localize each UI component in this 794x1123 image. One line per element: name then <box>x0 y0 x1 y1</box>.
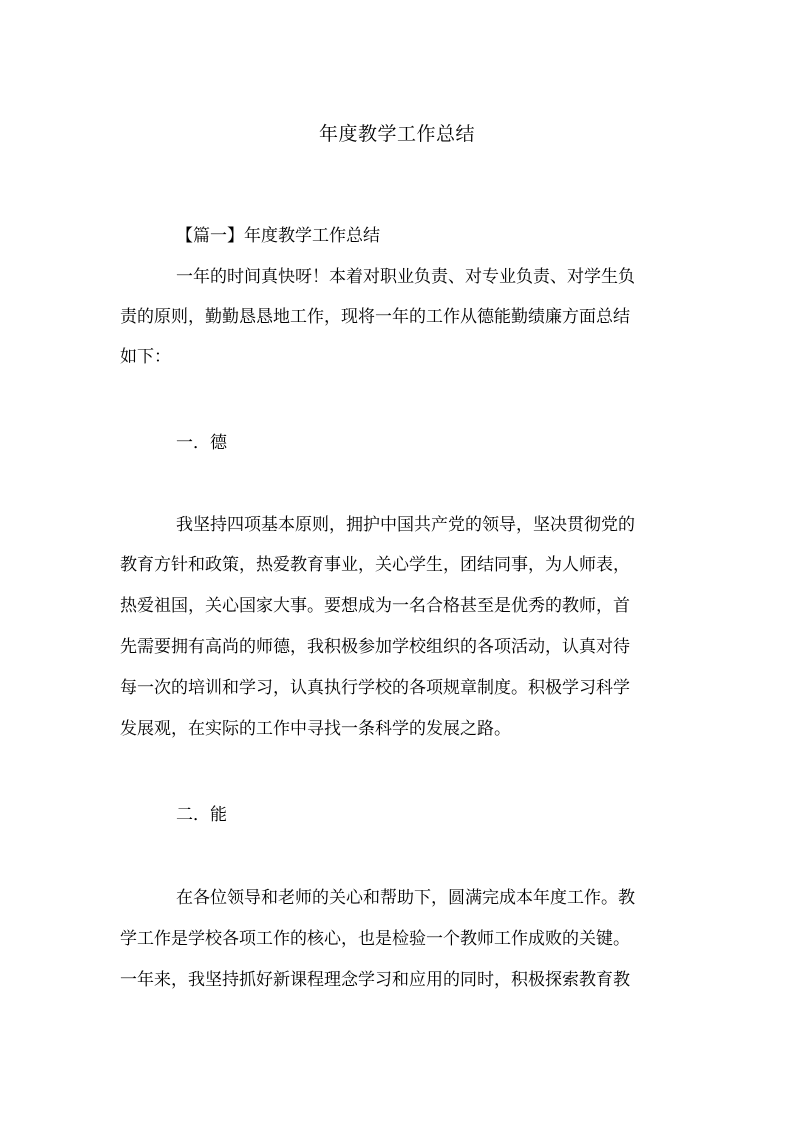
intro-line-3: 如下： <box>120 347 171 367</box>
section-2-line-3: 一年来，我坚持抓好新课程理念学习和应用的同时，积极探索教育教 <box>120 970 630 990</box>
section-2-line-2: 学工作是学校各项工作的核心，也是检验一个教师工作成败的关键。 <box>120 929 630 949</box>
section-heading-de: 一．德 <box>176 433 227 453</box>
section-2-line-1: 在各位领导和老师的关心和帮助下，圆满完成本年度工作。教 <box>176 888 635 908</box>
intro-line-1: 一年的时间真快呀！本着对职业负责、对专业负责、对学生负 <box>176 267 635 287</box>
section-1-line-4: 先需要拥有高尚的师德，我积极参加学校组织的各项活动，认真对待 <box>120 637 630 657</box>
section-1-line-6: 发展观，在实际的工作中寻找一条科学的发展之路。 <box>120 719 511 739</box>
section-1-line-5: 每一次的培训和学习，认真执行学校的各项规章制度。积极学习科学 <box>120 678 630 698</box>
section-1-line-1: 我坚持四项基本原则，拥护中国共产党的领导，坚决贯彻党的 <box>176 515 635 535</box>
section-1-line-2: 教育方针和政策，热爱教育事业，关心学生，团结同事，为人师表， <box>120 555 630 575</box>
document-subtitle: 【篇一】年度教学工作总结 <box>176 226 380 246</box>
section-1-line-3: 热爱祖国，关心国家大事。要想成为一名合格甚至是优秀的教师，首 <box>120 596 630 616</box>
section-heading-neng: 二．能 <box>176 805 227 825</box>
document-title: 年度教学工作总结 <box>318 123 475 145</box>
intro-line-2: 责的原则，勤勤恳恳地工作，现将一年的工作从德能勤绩廉方面总结 <box>120 307 630 327</box>
